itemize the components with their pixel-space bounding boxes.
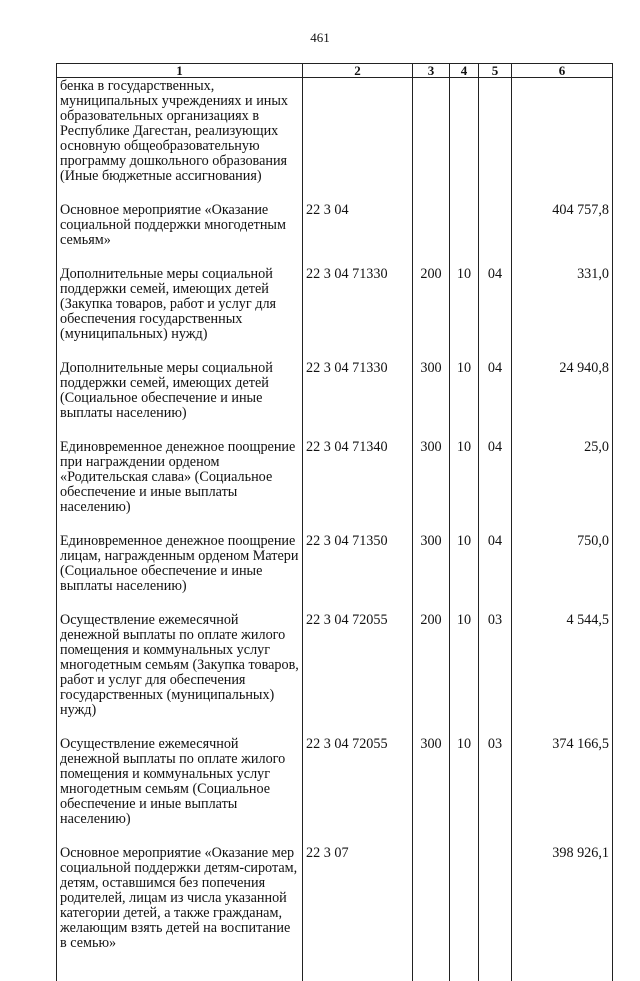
row-target-article-code: 22 3 04 72055 bbox=[303, 737, 413, 846]
row-amount: 25,0 bbox=[512, 440, 613, 534]
row-target-article-code: 22 3 04 71340 bbox=[303, 440, 413, 534]
table-body bbox=[57, 78, 613, 981]
row-description: Дополнительные меры социальной поддержки семей, имеющих детей (Закупка товаров, работ и услуг для обеспечения государственных (муниципальных) нужд) bbox=[57, 267, 303, 361]
row-expense-type-code: 300 bbox=[413, 361, 450, 440]
row-expense-type-code: 200 bbox=[413, 267, 450, 361]
table-row bbox=[57, 440, 613, 534]
table-row bbox=[57, 846, 613, 981]
row-section-code: 10 bbox=[450, 534, 479, 613]
table-row bbox=[57, 613, 613, 737]
row-subsection-code: 04 bbox=[479, 534, 512, 613]
table-row bbox=[57, 737, 613, 846]
row-subsection-code: 03 bbox=[479, 613, 512, 737]
row-subsection-code: 04 bbox=[479, 361, 512, 440]
column-header: 2 bbox=[303, 64, 413, 78]
row-subsection-code: 04 bbox=[479, 440, 512, 534]
header-row bbox=[57, 64, 613, 78]
column-header: 6 bbox=[512, 64, 613, 78]
table-row bbox=[57, 203, 613, 267]
row-expense-type-code bbox=[413, 78, 450, 204]
row-expense-type-code: 300 bbox=[413, 440, 450, 534]
row-expense-type-code bbox=[413, 203, 450, 267]
row-subsection-code bbox=[479, 846, 512, 981]
row-amount: 4 544,5 bbox=[512, 613, 613, 737]
budget-table bbox=[56, 63, 613, 981]
column-header: 1 bbox=[57, 64, 303, 78]
row-target-article-code: 22 3 04 72055 bbox=[303, 613, 413, 737]
row-subsection-code: 04 bbox=[479, 267, 512, 361]
column-header: 4 bbox=[450, 64, 479, 78]
table-row bbox=[57, 267, 613, 361]
row-description: Осуществление ежемесячной денежной выплаты по оплате жилого помещения и коммунальных услуг многодетным семьям (Закупка товаров, работ и услуг для обеспечения государственных (муниципальных) нужд) bbox=[57, 613, 303, 737]
row-amount: 374 166,5 bbox=[512, 737, 613, 846]
row-description: Основное мероприятие «Оказание социальной поддержки многодетным семьям» bbox=[57, 203, 303, 267]
row-description: Осуществление ежемесячной денежной выплаты по оплате жилого помещения и коммунальных услуг многодетным семьям (Социальное обеспечение и иные выплаты населению) bbox=[57, 737, 303, 846]
table-row bbox=[57, 78, 613, 204]
row-target-article-code: 22 3 04 71330 bbox=[303, 361, 413, 440]
row-description: Единовременное денежное поощрение лицам, награжденным орденом Матери (Социальное обеспечение и иные выплаты населению) bbox=[57, 534, 303, 613]
row-subsection-code bbox=[479, 78, 512, 204]
row-amount: 404 757,8 bbox=[512, 203, 613, 267]
column-header: 3 bbox=[413, 64, 450, 78]
row-target-article-code: 22 3 04 71350 bbox=[303, 534, 413, 613]
row-section-code bbox=[450, 78, 479, 204]
row-section-code: 10 bbox=[450, 440, 479, 534]
row-subsection-code: 03 bbox=[479, 737, 512, 846]
row-target-article-code bbox=[303, 78, 413, 204]
row-target-article-code: 22 3 04 71330 bbox=[303, 267, 413, 361]
row-target-article-code: 22 3 07 bbox=[303, 846, 413, 981]
table-row bbox=[57, 361, 613, 440]
row-section-code: 10 bbox=[450, 613, 479, 737]
row-section-code: 10 bbox=[450, 361, 479, 440]
row-subsection-code bbox=[479, 203, 512, 267]
column-header: 5 bbox=[479, 64, 512, 78]
table-row bbox=[57, 534, 613, 613]
page-number: 461 bbox=[0, 30, 640, 46]
row-target-article-code: 22 3 04 bbox=[303, 203, 413, 267]
row-amount bbox=[512, 78, 613, 204]
row-expense-type-code bbox=[413, 846, 450, 981]
row-description: Дополнительные меры социальной поддержки семей, имеющих детей (Социальное обеспечение и иные выплаты населению) bbox=[57, 361, 303, 440]
row-section-code bbox=[450, 203, 479, 267]
row-section-code bbox=[450, 846, 479, 981]
row-amount: 331,0 bbox=[512, 267, 613, 361]
row-amount: 750,0 bbox=[512, 534, 613, 613]
row-expense-type-code: 300 bbox=[413, 737, 450, 846]
row-section-code: 10 bbox=[450, 737, 479, 846]
row-description: бенка в государственных, муниципальных учреждениях и иных образовательных организациях в Республике Дагестан, реализующих основную общеобразовательную программу дошкольного образования (Иные бюджетные ассигнования) bbox=[57, 78, 303, 204]
row-expense-type-code: 200 bbox=[413, 613, 450, 737]
row-section-code: 10 bbox=[450, 267, 479, 361]
row-description: Основное мероприятие «Оказание мер социальной поддержки детям-сиротам, детям, оставшимся без попечения родителей, лицам из числа указанной категории детей, а также гражданам, желающим взять детей на воспитание в семью» bbox=[57, 846, 303, 981]
row-expense-type-code: 300 bbox=[413, 534, 450, 613]
row-amount: 24 940,8 bbox=[512, 361, 613, 440]
row-description: Единовременное денежное поощрение при награждении орденом «Родительская слава» (Социальное обеспечение и иные выплаты населению) bbox=[57, 440, 303, 534]
row-amount: 398 926,1 bbox=[512, 846, 613, 981]
